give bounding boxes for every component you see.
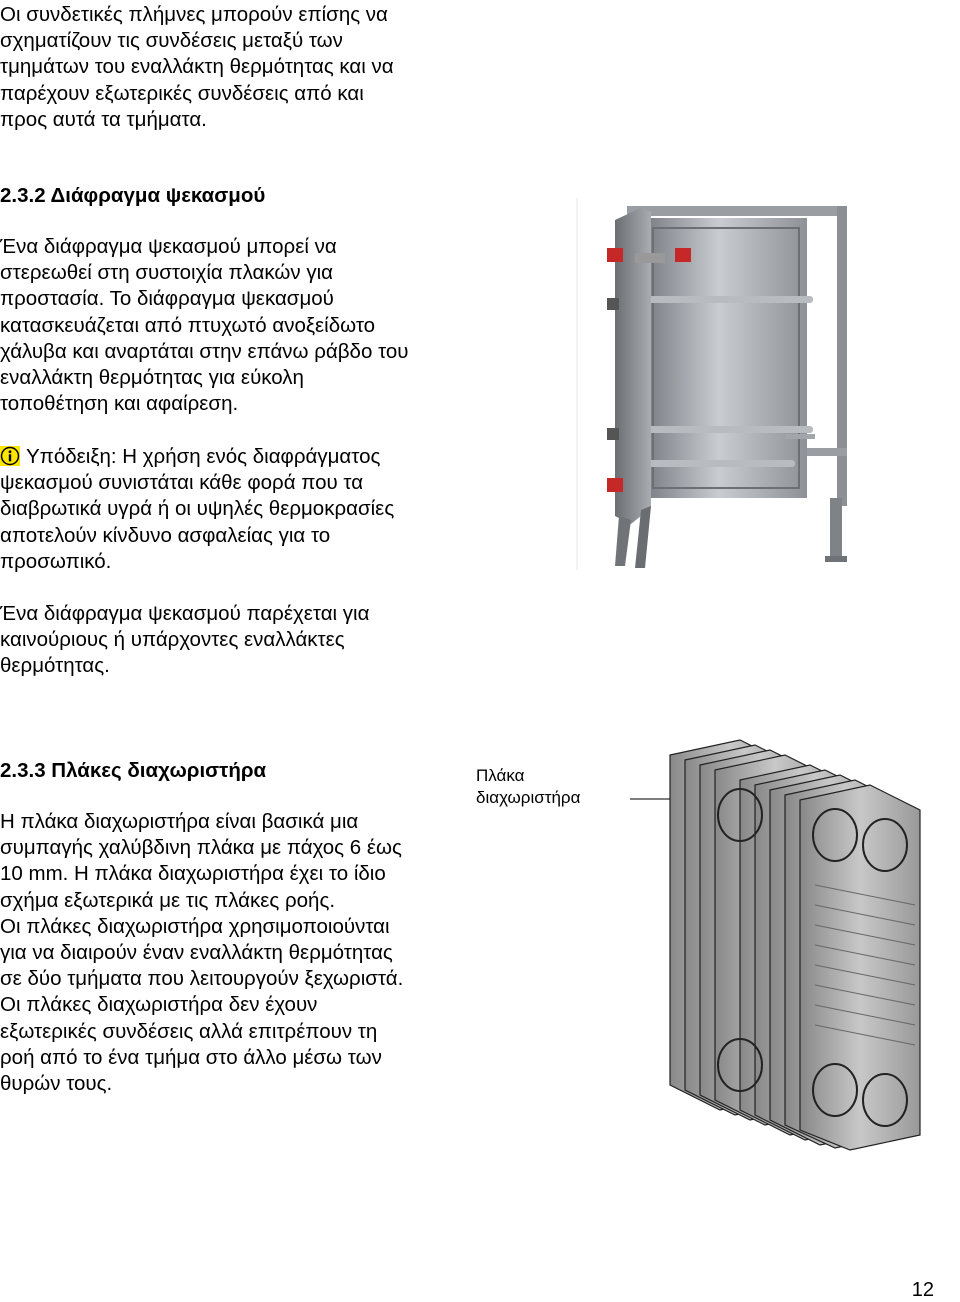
heat-exchanger-image: [575, 198, 865, 576]
section-heading-divider-plates: 2.3.3 Πλάκες διαχωριστήρα: [0, 759, 267, 782]
spray-shield-paragraph: Ένα διάφραγμα ψεκασμού μπορεί να στερεωθεί στη συστοιχία πλακών για προστασία. Το διάφραγμα ψεκασμού κατασκευάζεται από πτυχωτό ανοξείδωτο χάλυβα και αναρτάται στην επάνω ράβδο του εναλλάκτη θερμότητας για εύκολη τοποθέτηση και αφαίρεση.: [0, 235, 409, 416]
divider-plate-callout: Πλάκα διαχωριστήρα: [476, 766, 581, 807]
divider-plate-paragraph: Η πλάκα διαχωριστήρα είναι βασικά μια συμπαγής χαλύβδινη πλάκα με πάχος 6 έως 10 mm. Η πλάκα διαχωριστήρα έχει το ίδιο σχήμα εξωτερικά με τις πλάκες ροής. Οι πλάκες διαχωριστήρα χρησιμοποιούνται για να διαιρούν έναν εναλλάκτη θερμότητας σε δύο τμήματα που λειτουργούν ξεχωριστά. Οι πλάκες διαχωριστήρα δεν έχουν εξωτερικές συνδέσεις αλλά επιτρέπουν τη ροή από το ένα τμήμα στο άλλο μέσω των θυρών τους.: [0, 810, 404, 1096]
info-icon: [0, 446, 20, 466]
page-number: 12: [911, 1279, 934, 1301]
section-heading-spray-shield: 2.3.2 Διάφραγμα ψεκασμού: [0, 184, 266, 207]
spray-shield-supply-paragraph: Ένα διάφραγμα ψεκασμού παρέχεται για καινούριους ή υπάρχοντες εναλλάκτες θερμότητας.: [0, 602, 370, 678]
intro-paragraph: Οι συνδετικές πλήμνες μπορούν επίσης να σχηματίζουν τις συνδέσεις μεταξύ των τμημάτων του εναλλάκτη θερμότητας και να παρέχουν εξωτερικές συνδέσεις από και προς αυτά τα τμήματα.: [0, 3, 394, 131]
divider-plate-stack-image: [630, 735, 960, 1155]
tip-note: Υπόδειξη: Η χρήση ενός διαφράγματος ψεκασμού συνιστάται κάθε φορά που τα διαβρωτικά υγρά ή οι υψηλές θερμοκρασίες αποτελούν κίνδυνο ασφαλείας για το προσωπικό.: [0, 445, 395, 573]
